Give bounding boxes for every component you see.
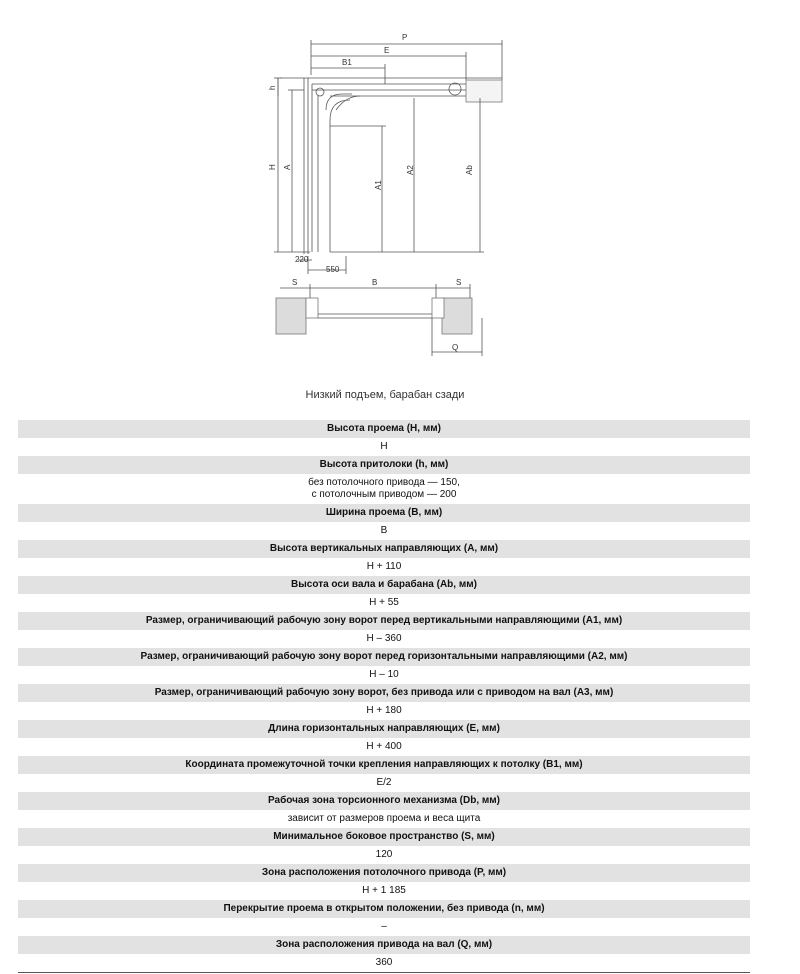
label-B1: B1: [342, 58, 352, 67]
spec-label: Размер, ограничивающий рабочую зону ворот перед вертикальными направляющими (A1, мм): [18, 612, 750, 630]
table-bottom-rule: [18, 972, 750, 973]
spec-label: Зона расположения привода на вал (Q, мм): [18, 936, 750, 954]
spec-value: H: [18, 438, 750, 456]
spec-value: 120: [18, 846, 750, 864]
label-A2: A2: [406, 165, 415, 175]
spec-label: Координата промежуточной точки крепления направляющих к потолку (B1, мм): [18, 756, 750, 774]
spec-label: Ширина проема (B, мм): [18, 504, 750, 522]
diagram-caption: Низкий подъем, барабан сзади: [305, 389, 465, 401]
spec-value: H + 180: [18, 702, 750, 720]
label-Ab: Ab: [465, 165, 474, 175]
label-B: B: [372, 278, 378, 287]
spec-value: H + 400: [18, 738, 750, 756]
spec-value: H + 1 185: [18, 882, 750, 900]
spec-value: B: [18, 522, 750, 540]
spec-label: Высота притолоки (h, мм): [18, 456, 750, 474]
spec-label: Минимальное боковое пространство (S, мм): [18, 828, 750, 846]
spec-value: H – 10: [18, 666, 750, 684]
spec-label: Длина горизонтальных направляющих (E, мм): [18, 720, 750, 738]
label-H: H: [268, 164, 277, 170]
spec-value: H + 55: [18, 594, 750, 612]
spec-label: Высота оси вала и барабана (Ab, мм): [18, 576, 750, 594]
label-550: 550: [326, 265, 340, 274]
spec-table: [18, 420, 750, 973]
spec-label: Высота вертикальных направляющих (A, мм): [18, 540, 750, 558]
spec-value: E/2: [18, 774, 750, 792]
spec-value: 360: [18, 954, 750, 972]
label-A: A: [283, 164, 292, 170]
spec-value: H + 110: [18, 558, 750, 576]
spec-value: [18, 474, 750, 504]
label-A1: A1: [374, 180, 383, 190]
spec-value-line: без потолочного привода — 150,: [308, 477, 460, 488]
label-220: 220: [295, 255, 309, 264]
label-E: E: [384, 46, 390, 55]
label-h: h: [268, 85, 277, 90]
label-P: P: [402, 33, 408, 42]
spec-label: Зона расположения потолочного привода (P, мм): [18, 864, 750, 882]
spec-label: Рабочая зона торсионного механизма (Db, мм): [18, 792, 750, 810]
label-S-left: S: [292, 278, 298, 287]
label-S-right: S: [456, 278, 462, 287]
spec-value: –: [18, 918, 750, 936]
spec-label: Размер, ограничивающий рабочую зону ворот, без привода или с приводом на вал (A3, мм): [18, 684, 750, 702]
spec-label: Перекрытие проема в открытом положении, без привода (n, мм): [18, 900, 750, 918]
spec-value: H – 360: [18, 630, 750, 648]
door-section-diagram: [0, 0, 800, 380]
spec-label: Размер, ограничивающий рабочую зону ворот перед горизонтальными направляющими (A2, мм): [18, 648, 750, 666]
label-Q: Q: [452, 343, 459, 352]
spec-value-line: с потолочным приводом — 200: [311, 489, 457, 500]
spec-label: Высота проема (H, мм): [18, 420, 750, 438]
spec-value: зависит от размеров проема и веса щита: [18, 810, 750, 828]
